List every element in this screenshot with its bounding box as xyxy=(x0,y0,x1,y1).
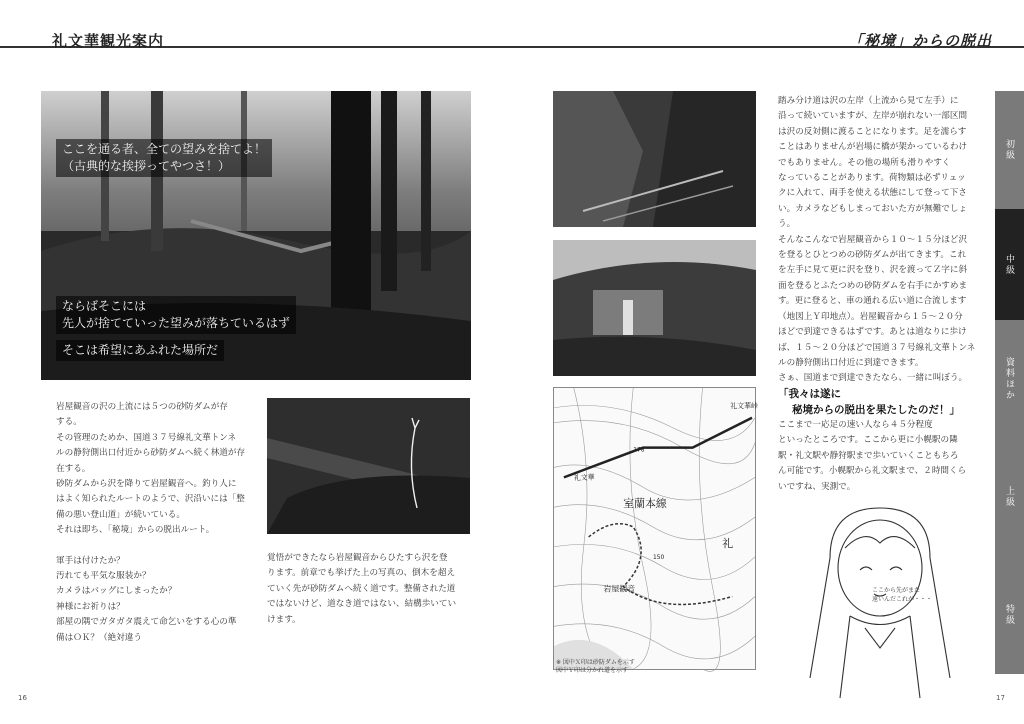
side-tab-materials[interactable] xyxy=(995,320,1024,438)
text-line: う。 xyxy=(778,219,796,230)
main-photo-caption-bottom xyxy=(56,340,224,361)
text-line: 駅・礼文駅や静狩駅まで歩いていくこともちろ xyxy=(778,450,959,461)
speech-line: ここから先がまた xyxy=(872,587,921,594)
text-line: 岩屋観音の沢の上流には５つの砂防ダムが存 xyxy=(56,402,228,412)
left-body-text xyxy=(56,400,256,646)
map-label-rail: 礼文華 xyxy=(573,473,595,482)
text-line: 踏み分け道は沢の左岸（上流から見て左手）に xyxy=(778,96,959,106)
text-line: はよく知られたルートのようで、沢沿いには「整 xyxy=(56,494,245,505)
speech-bubble xyxy=(872,586,932,604)
text-line: けます。 xyxy=(267,614,301,625)
map-label-station: 礼 xyxy=(722,536,734,550)
caption-line: そこは希望にあふれた場所だ xyxy=(62,343,219,357)
text-line: ていく先が砂防ダムへ続く道です。整備された道 xyxy=(267,583,456,594)
text-line: なっていることがあります。荷物類は必ずリュッ xyxy=(778,173,966,184)
page-number-right: 17 xyxy=(996,694,1005,702)
map-label-line: 室蘭本線 xyxy=(623,497,667,511)
text-line: ではないけど、道なき道ではない、結構歩いてい xyxy=(267,599,457,610)
text-line: ります。前章でも挙げた上の写真の、倒木を超え xyxy=(267,568,456,579)
side-tab-beginner[interactable] xyxy=(995,91,1024,209)
checklist-line: 神様にお祈りは？ xyxy=(56,601,125,612)
route-map xyxy=(553,387,756,670)
checklist-line: 軍手は付けたか？ xyxy=(56,555,125,566)
text-line: 在する。 xyxy=(56,463,91,474)
text-line: といったところです。ここから更に小幌駅の隣 xyxy=(778,435,958,446)
ravine-photo xyxy=(553,91,756,227)
main-forest-photo xyxy=(41,91,471,380)
text-line: ば、１５〜２０分ほどで国道３７号線礼文華トンネ xyxy=(778,342,976,353)
tab-label: 中級 xyxy=(1004,253,1014,276)
map-label-178: 178 xyxy=(633,446,645,454)
tab-label: 資料ほか xyxy=(1004,357,1014,401)
text-line: い。カメラなどもしまっておいた方が無難でしょ xyxy=(778,203,968,214)
tab-label: 特級 xyxy=(1004,604,1014,626)
map-label-150: 150 xyxy=(653,553,665,561)
shout-callout xyxy=(778,386,960,418)
caption-line: 先人が捨てていった望みが落ちているはず xyxy=(62,316,290,330)
text-line: 備の悪い登山道」が続いている。 xyxy=(56,509,185,520)
right-body-text xyxy=(778,94,988,387)
text-line: ん可能です。小幌駅から礼文駅まで、２時間くら xyxy=(778,466,967,477)
text-line: さぁ、国道まで到達できたなら、一緒に叫ぼう。 xyxy=(778,373,968,384)
left-body-text-2 xyxy=(267,551,472,628)
caption-line: ならばそこには xyxy=(62,299,147,313)
text-line: でもありません。その他の場所も滑りやすく xyxy=(778,157,951,168)
caption-line: （古典的な挨拶ってやつさ！） xyxy=(62,159,231,173)
text-line: 沿って続いていますが、左岸が崩れない一部区間 xyxy=(778,111,968,122)
left-page-title: 礼文華観光案内 xyxy=(52,32,165,50)
text-line: そんなこんなで岩屋観音から１０〜１５分ほど沢 xyxy=(778,234,968,245)
right-body-text-2 xyxy=(778,418,988,495)
checklist-line: カメラはバッグにしまったか？ xyxy=(56,586,177,597)
tab-label: 上級 xyxy=(1004,486,1014,508)
checklist-line: 汚れても平気な服装か？ xyxy=(56,571,151,582)
main-photo-caption-top xyxy=(56,139,272,177)
text-line: を登るとひとつめの砂防ダムが出てきます。これ xyxy=(778,250,967,261)
text-line: いですね、実測で。 xyxy=(778,481,856,492)
side-tab-intermediate[interactable] xyxy=(995,209,1024,320)
text-line: その管理のためか、国道３７号線礼文華トンネ xyxy=(56,432,237,443)
map-label-road: 礼文華峠 xyxy=(730,401,758,410)
text-line: は沢の反対側に渡ることになります。足を濡らす xyxy=(778,126,967,137)
text-line: ここまで一応足の速い人なら４５分程度 xyxy=(778,420,933,430)
text-line: を左手に見て更に沢を登り、沢を渡ってＺ字に斜 xyxy=(778,265,968,276)
callout-line: 「我々は遂に xyxy=(778,388,841,400)
map-note-line: 図中Ｙ印は分かれ道を示す xyxy=(556,667,629,674)
text-line: クに入れて、両手を使える状態にして登って下さ xyxy=(778,188,967,199)
tab-label: 初級 xyxy=(1004,139,1014,161)
text-line: 覚悟ができたなら岩屋観音からひたすら沢を登 xyxy=(267,553,448,563)
callout-line: 秘境からの脱出を果たしたのだ！」 xyxy=(792,404,960,416)
side-tab-advanced[interactable] xyxy=(995,438,1024,556)
text-line: それは即ち、「秘境」からの脱出ルート。 xyxy=(56,525,215,536)
map-note-line: ※ 図中Ｘ印は砂防ダムを示す xyxy=(556,659,635,666)
text-line: する。 xyxy=(56,417,82,428)
text-line: ルの静狩側出口付近から砂防ダムへ続く林道が存 xyxy=(56,448,246,459)
speech-line: 遠いんだこれが・・・ xyxy=(872,596,933,603)
text-line: す。更に登ると、車の通れる広い道に合流します xyxy=(778,296,967,307)
dam-photo xyxy=(553,240,756,376)
side-tab-special[interactable] xyxy=(995,556,1024,674)
checklist-line: 備はＯＫ？（絶対違う xyxy=(56,632,142,643)
text-line: （地図上Ｙ印地点）。岩屋観音から１５〜２０分 xyxy=(778,311,963,322)
text-line: ことはありませんが岩場に橋が架かっているわけ xyxy=(778,142,968,153)
map-label-cave: 岩屋観音 xyxy=(603,584,636,594)
text-line: 砂防ダムから沢を降りて岩屋観音へ。釣り人に xyxy=(56,479,237,490)
checklist-line: 部屋の隅でガタガタ震えて命乞いをする心の準 xyxy=(56,617,237,628)
caption-line: ここを通る者、全ての望みを捨てよ！ xyxy=(62,142,267,156)
main-photo-caption-mid xyxy=(56,296,296,334)
text-line: 面を登るとふたつめの砂防ダムを右手にかすめま xyxy=(778,280,968,291)
text-line: ほどで到達できるはずです。あとは道なりに歩け xyxy=(778,327,967,338)
page-number-left: 16 xyxy=(18,694,27,702)
map-note xyxy=(556,659,635,675)
text-line: ルの静狩側出口付近に到達できます。 xyxy=(778,357,924,368)
right-page-title: 「秘境」からの脱出 xyxy=(848,32,993,50)
trail-photo xyxy=(267,398,470,534)
